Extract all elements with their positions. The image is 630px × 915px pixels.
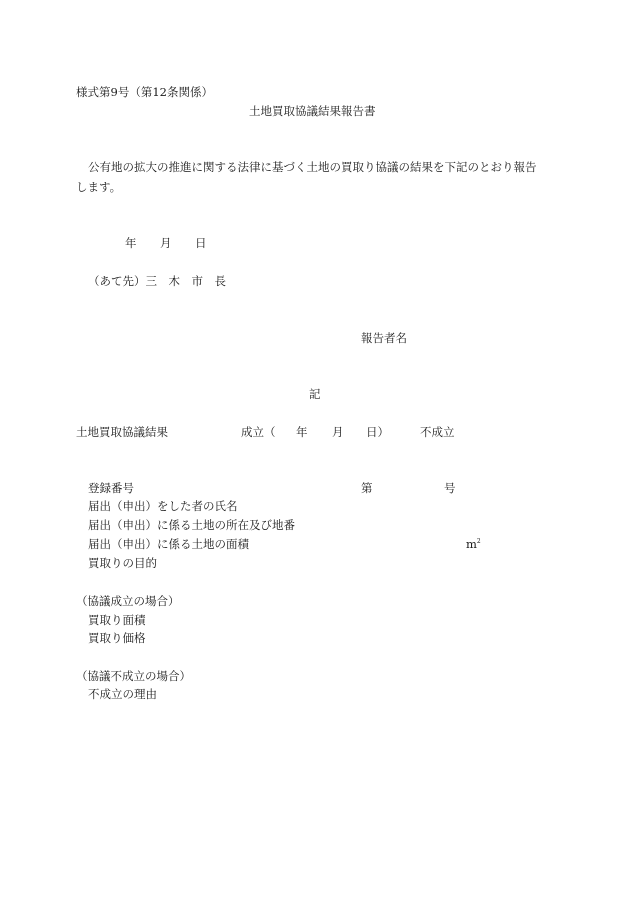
success-area: 買取り面積 [88, 613, 146, 627]
result-year: 年 [296, 425, 308, 439]
item-applicant-name: 届出（申出）をした者の氏名 [88, 499, 238, 513]
success-price: 買取り価格 [88, 631, 146, 645]
date-year: 年 [125, 236, 137, 250]
result-month: 月 [332, 425, 344, 439]
intro-line-1: 公有地の拡大の推進に関する法律に基づく土地の買取り協議の結果を下記のとおり報告 [88, 160, 537, 174]
success-heading: （協議成立の場合） [76, 594, 180, 608]
registration-go: 号 [444, 481, 456, 495]
document-title: 土地買取協議結果報告書 [249, 104, 376, 118]
date-month: 月 [160, 236, 172, 250]
intro-line-2: します。 [76, 180, 122, 194]
result-day: 日） [366, 425, 389, 439]
addressee: （あて先）三 木 市 長 [88, 274, 226, 288]
item-land-location: 届出（申出）に係る土地の所在及び地番 [88, 518, 295, 532]
item-purpose: 買取りの目的 [88, 556, 157, 570]
result-established: 成立（ [241, 425, 276, 439]
failure-reason: 不成立の理由 [88, 687, 157, 701]
area-unit: $m^2$ [466, 537, 481, 551]
item-land-area: 届出（申出）に係る土地の面積 [88, 537, 249, 551]
form-number: 様式第9号（第12条関係） [76, 85, 213, 99]
reporter-label: 報告者名 [361, 331, 407, 345]
date-day: 日 [195, 236, 207, 250]
registration-dai: 第 [361, 481, 373, 495]
result-not-established: 不成立 [420, 425, 455, 439]
registration-label: 登録番号 [88, 481, 134, 495]
ki-heading: 記 [309, 387, 321, 401]
area-unit-superscript: 2 [476, 538, 481, 546]
failure-heading: （協議不成立の場合） [76, 669, 191, 683]
result-label: 土地買取協議結果 [76, 425, 168, 439]
